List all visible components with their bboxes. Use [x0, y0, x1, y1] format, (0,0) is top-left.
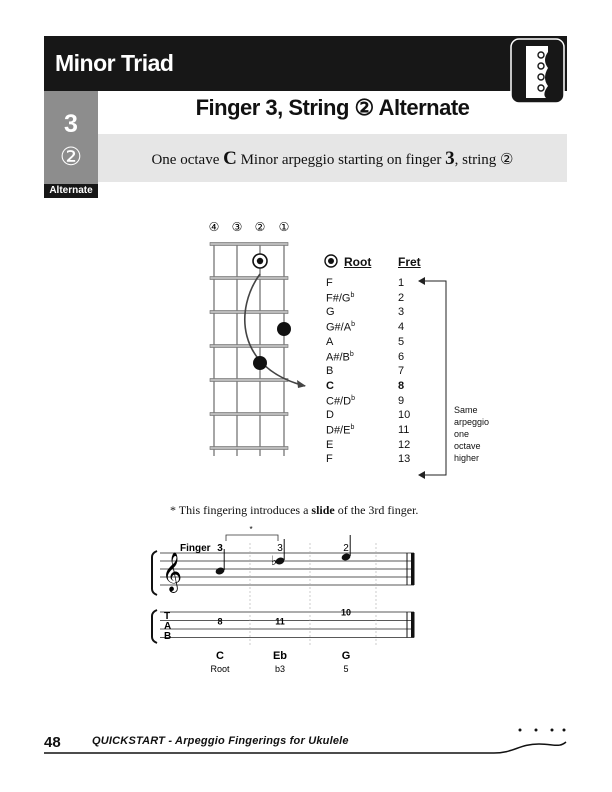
note-name: F: [326, 277, 333, 289]
octave-note: [454, 404, 489, 464]
string-label: ②: [254, 220, 266, 234]
fret-line: [210, 243, 288, 246]
note-name: D: [326, 409, 334, 422]
tab-clef-letter: A: [164, 621, 172, 632]
slide-curve: [245, 274, 305, 386]
fret-number: 3: [398, 306, 405, 319]
fret-number: 9: [398, 394, 405, 407]
page-number: 48: [44, 734, 61, 751]
note-name: $G\#/A^b$: [326, 321, 355, 334]
note-name: E: [326, 438, 334, 451]
fret-number: 12: [398, 438, 411, 451]
octave-bracket: [410, 272, 450, 482]
string-label: ③: [231, 220, 243, 234]
fret-line: [210, 447, 288, 450]
fret-number: 11: [398, 424, 410, 436]
fret-number: 5: [398, 335, 405, 348]
note-name: B: [326, 365, 334, 378]
fretboard-diagram: [200, 218, 310, 473]
octave-note-line: one: [454, 429, 470, 439]
fret-number: 6: [398, 350, 405, 363]
note-name: C: [326, 379, 334, 392]
fret-number: 1: [398, 277, 405, 289]
string-label: ④: [208, 220, 220, 234]
note-name: $C\#/D^b$: [326, 394, 355, 408]
treble-clef-icon: 𝄞: [162, 552, 183, 592]
notation-tab: [150, 525, 425, 685]
section-title: Minor Triad: [55, 50, 174, 76]
fret-number: 10: [398, 409, 411, 422]
note-name: Eb: [272, 650, 288, 662]
finger-label: Finger: [180, 543, 211, 554]
fret-header: Fret: [398, 255, 421, 269]
fret-line: [210, 311, 288, 314]
end-barline-thick: [411, 553, 415, 585]
octave-note-line: arpeggio: [454, 417, 490, 427]
system-bracket: [152, 610, 157, 643]
end-barline-thick: [411, 612, 415, 638]
finger-dot: [277, 322, 291, 336]
fret-line: [210, 277, 288, 280]
fret-line: [210, 345, 288, 348]
octave-note-line: octave: [454, 441, 481, 451]
finger-number: 3: [217, 543, 223, 554]
tab-fret-number: 11: [275, 616, 285, 627]
tab-fret-number: 10: [340, 607, 352, 618]
note-name: $F\#/G^b$: [326, 291, 355, 305]
note-name: F: [326, 453, 333, 466]
fret-number: 8: [398, 379, 405, 392]
slide-bracket: [226, 535, 278, 541]
fret-number: 7: [398, 365, 405, 378]
description: One octave C Minor arpeggio starting on finger 3, string ②: [151, 148, 514, 169]
fret-number: 2: [398, 291, 405, 304]
root-symbol-icon: [324, 254, 338, 268]
fret-number: 13: [398, 453, 411, 466]
scale-degree: Root: [210, 664, 230, 674]
note-name: A: [326, 335, 334, 348]
string-label: ①: [278, 220, 290, 234]
fret-number: 4: [398, 321, 405, 334]
finger-dot: [253, 356, 267, 370]
note-name: G: [326, 306, 335, 319]
scale-degree: b3: [274, 664, 286, 674]
staff-svg: [150, 525, 425, 680]
note-name: $A\#/B^b$: [326, 350, 354, 364]
tab-clef-letter: T: [164, 611, 171, 622]
root-dot-center: [257, 258, 263, 264]
tab-fret-number: 8: [217, 616, 223, 627]
position-string: ②: [59, 143, 83, 171]
position-finger: 3: [64, 110, 78, 138]
footnote: * This fingering introduces a slide of the 3rd finger.: [170, 503, 419, 517]
system-bracket: [152, 551, 157, 595]
scale-degree: 5: [343, 664, 349, 674]
note-name: G: [341, 650, 351, 662]
fretboard-svg: [200, 218, 310, 468]
flat-icon: ♭: [271, 554, 278, 569]
fret-line: [210, 379, 288, 382]
note-name: C: [216, 650, 224, 662]
finger-number: 2: [343, 543, 349, 554]
fret-line: [210, 413, 288, 416]
octave-note-line: Same: [454, 405, 478, 415]
finger-number: 3: [277, 543, 283, 554]
tab-clef-letter: B: [164, 631, 172, 642]
slide-mark: *: [249, 525, 253, 534]
root-header: Root: [344, 255, 372, 269]
position-tag: Alternate: [44, 184, 98, 198]
slide-arrowhead: [297, 380, 306, 388]
note-name: $D\#/E^b$: [326, 424, 355, 437]
book-title: QUICKSTART - Arpeggio Fingerings for Ukulele: [92, 735, 349, 747]
page-title: Finger 3, String ② Alternate: [195, 95, 470, 120]
octave-note-line: higher: [454, 453, 480, 463]
